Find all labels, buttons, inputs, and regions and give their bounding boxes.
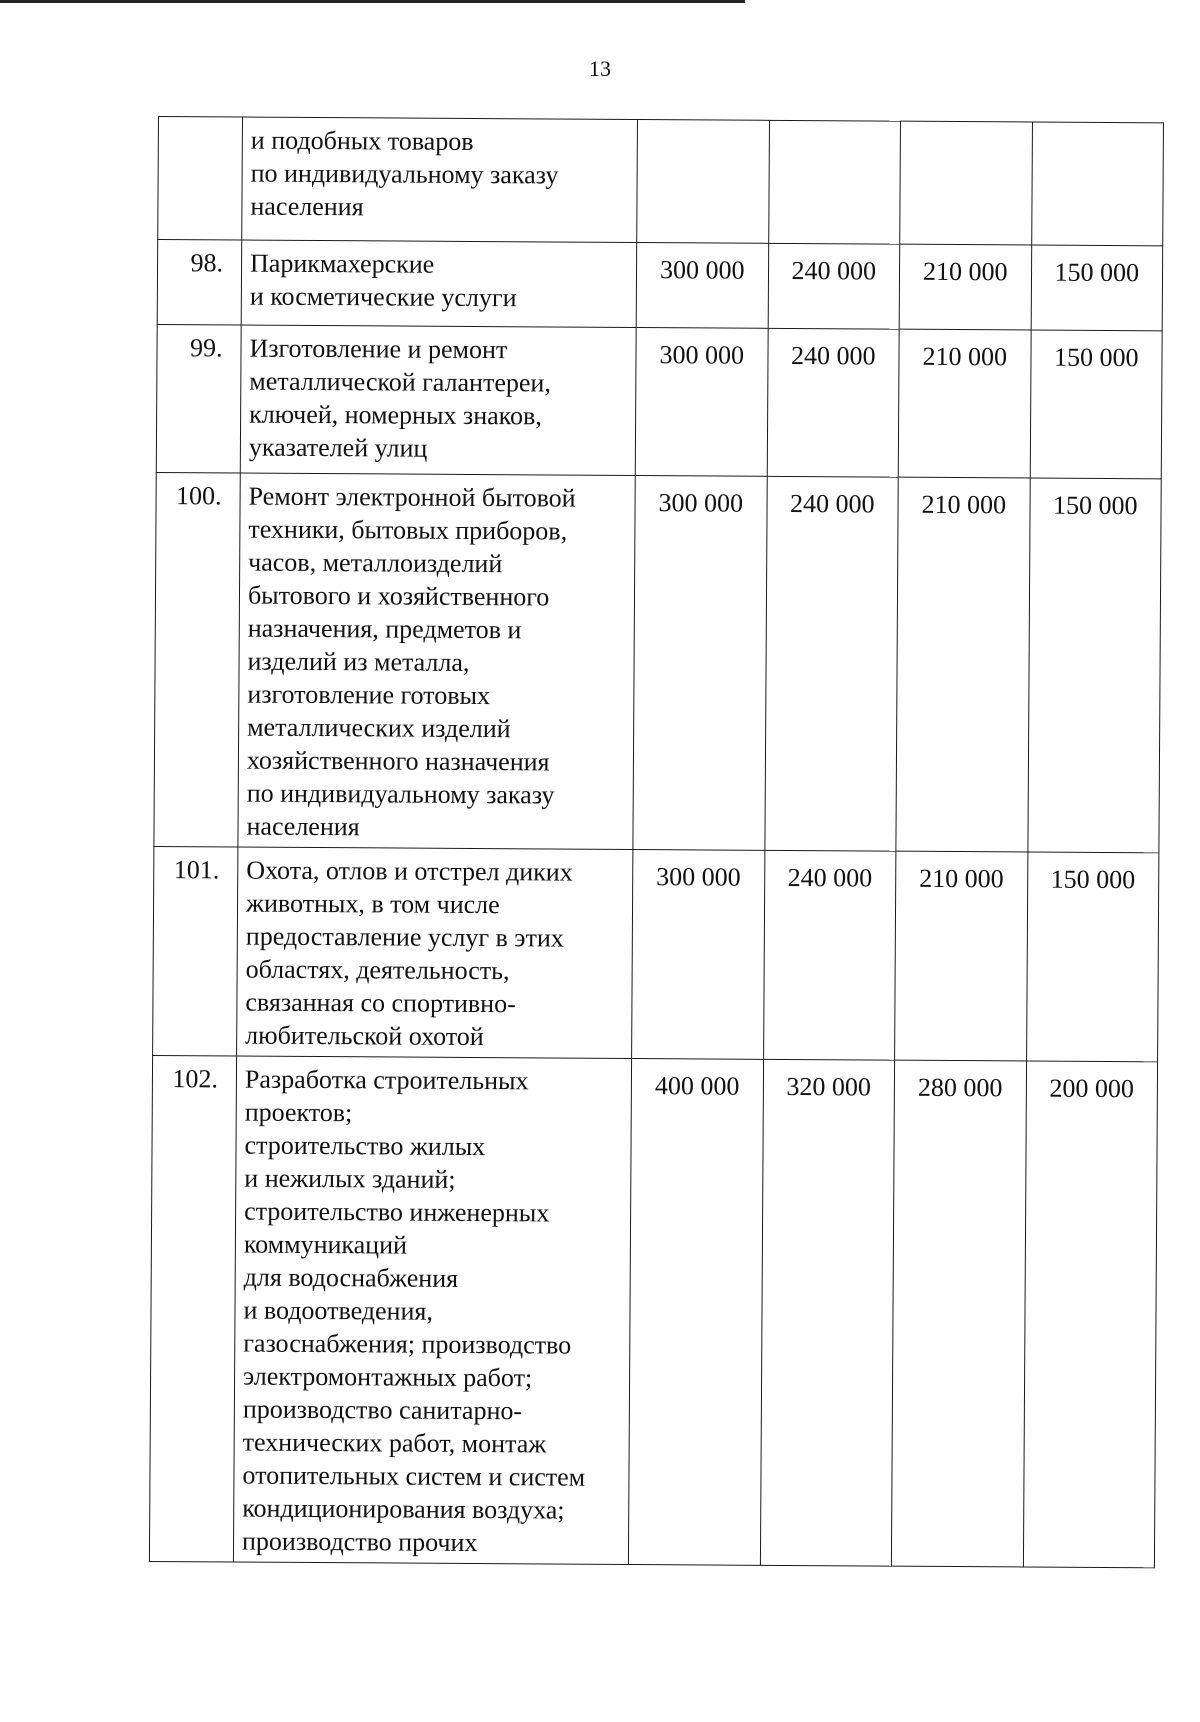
table-container bbox=[149, 116, 1163, 1568]
row-value-3: 210 000 bbox=[896, 477, 1030, 852]
row-number bbox=[158, 117, 243, 241]
row-number: 102. bbox=[149, 1055, 236, 1562]
row-value-2: 240 000 bbox=[764, 476, 898, 851]
row-value-3: 280 000 bbox=[891, 1060, 1026, 1567]
row-value-2: 320 000 bbox=[760, 1059, 895, 1566]
row-value-2: 240 000 bbox=[768, 243, 900, 329]
row-value-2: 240 000 bbox=[767, 328, 899, 477]
row-number: 100. bbox=[154, 472, 240, 847]
row-description: Ремонт электронной бытовой техники, бытовых приборов, часов, металлоизделий бытового и хозяйственного назначения, предметов и изделий из металла, изготовление готовых металлических изделий хозяйственного назначения по индивидуальному заказу населения bbox=[238, 473, 635, 849]
table-row-99 bbox=[156, 324, 1162, 478]
row-description: Разработка строительных проектов; строительство жилых и нежилых зданий; строительство инженерных коммуникаций для водоснабжения и водоотведения, газоснабжения; производство электромонтажных работ; производство санитарно- технических работ, монтаж отопительных систем и систем кондиционирования воздуха; производство прочих bbox=[233, 1056, 631, 1564]
table-row-100 bbox=[154, 472, 1161, 852]
row-number: 98. bbox=[157, 240, 242, 326]
row-value-1: 300 000 bbox=[636, 243, 768, 329]
page-number: 13 bbox=[589, 56, 611, 81]
table-row-102 bbox=[149, 1055, 1157, 1567]
row-value-3: 210 000 bbox=[898, 329, 1030, 478]
row-number: 99. bbox=[156, 324, 241, 473]
row-value-2 bbox=[768, 120, 900, 244]
table-row-continuation bbox=[158, 117, 1164, 246]
row-value-4: 150 000 bbox=[1030, 330, 1162, 479]
row-value-1: 300 000 bbox=[632, 849, 765, 1059]
row-value-1 bbox=[637, 120, 769, 244]
row-value-3 bbox=[900, 121, 1032, 245]
row-value-4 bbox=[1031, 122, 1163, 246]
table-row-98 bbox=[157, 240, 1163, 331]
row-value-1: 300 000 bbox=[633, 476, 767, 851]
row-value-1: 400 000 bbox=[628, 1058, 763, 1565]
row-description: Парикмахерские и косметические услуги bbox=[241, 240, 637, 327]
row-number: 101. bbox=[153, 846, 238, 1056]
row-value-2: 240 000 bbox=[763, 850, 896, 1060]
row-description: Охота, отлов и отстрел диких животных, в том числе предоставление услуг в этих областях, деятельность, связанная со спортивно- любительской охотой bbox=[237, 847, 633, 1058]
row-value-4: 150 000 bbox=[1026, 852, 1159, 1062]
row-value-1: 300 000 bbox=[635, 328, 767, 477]
top-edge-rule bbox=[0, 0, 745, 3]
table-row-101 bbox=[153, 846, 1159, 1061]
tariff-table bbox=[149, 116, 1164, 1568]
row-description: Изготовление и ремонт металлической галантереи, ключей, номерных знаков, указателей улиц bbox=[240, 325, 636, 475]
row-value-3: 210 000 bbox=[895, 851, 1028, 1061]
row-description: и подобных товаров по индивидуальному заказу населения bbox=[242, 117, 638, 242]
row-value-4: 150 000 bbox=[1031, 245, 1163, 331]
row-value-3: 210 000 bbox=[899, 244, 1031, 330]
row-value-4: 200 000 bbox=[1023, 1061, 1158, 1568]
row-value-4: 150 000 bbox=[1027, 478, 1161, 853]
